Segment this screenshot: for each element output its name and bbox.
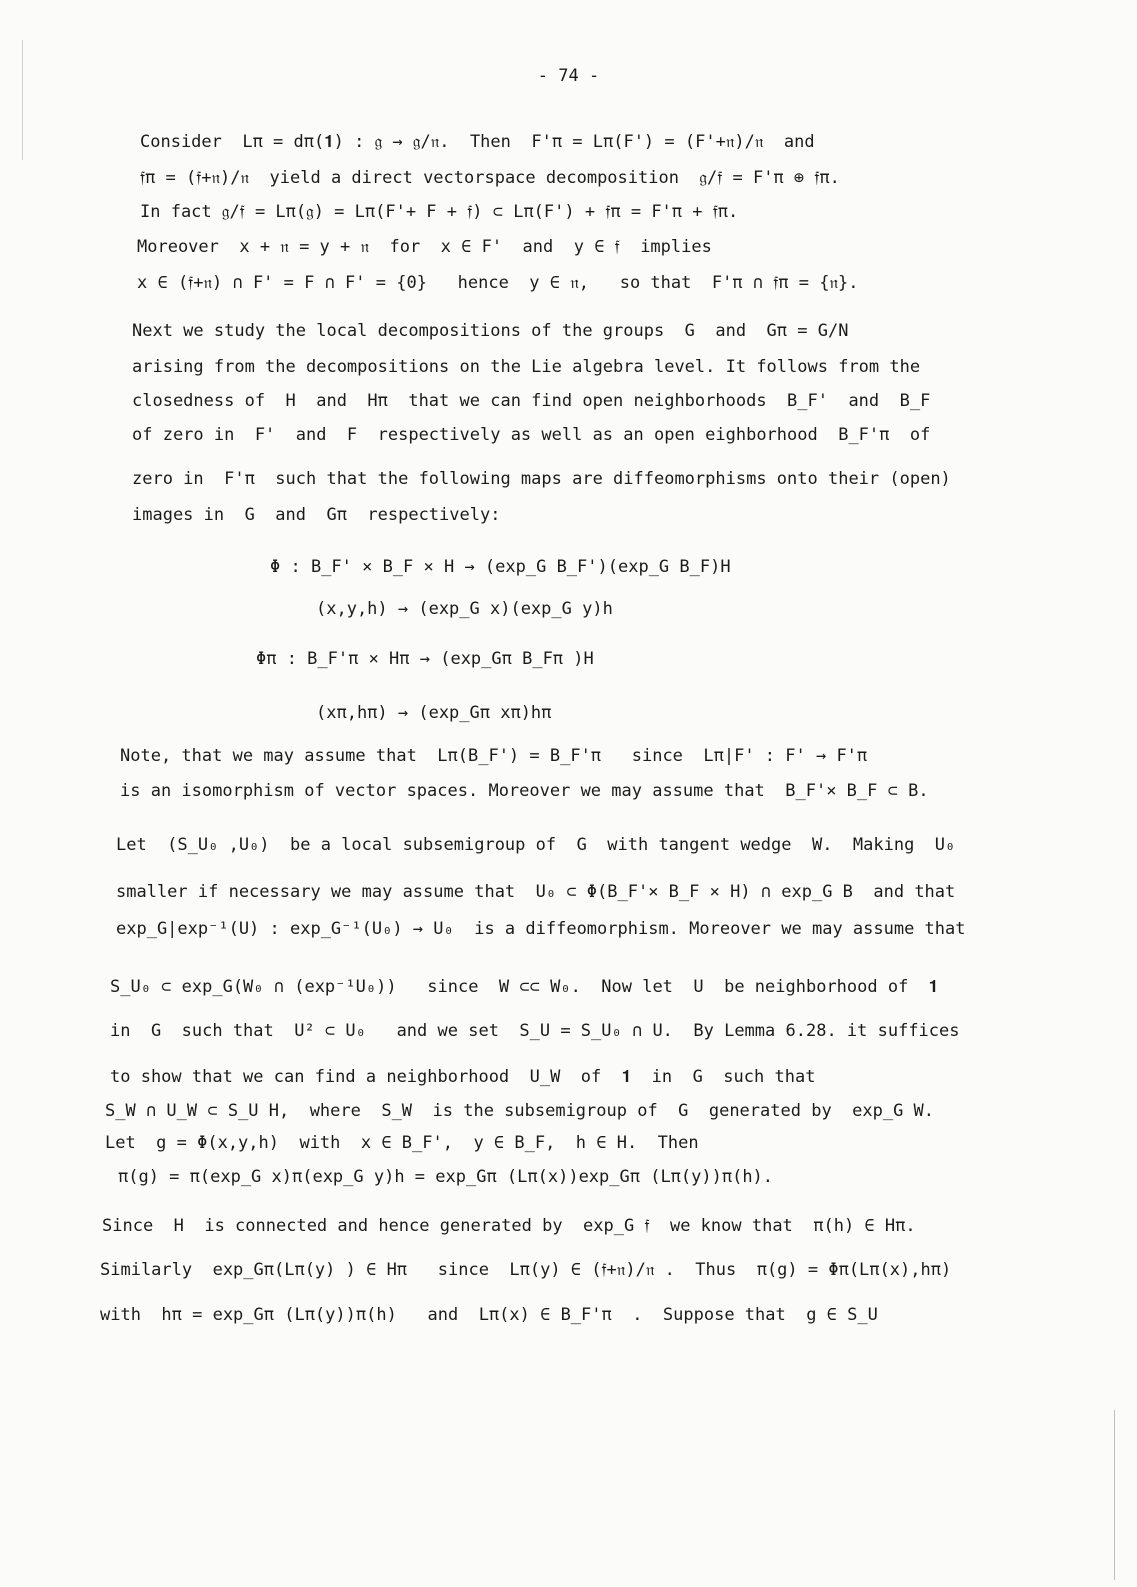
text-line-8: closedness of H and Hπ that we can find open neighborhoods B_F' and B_F xyxy=(132,391,931,411)
text-line-23: to show that we can find a neighborhood U_W of 𝟏 in G such that xyxy=(110,1067,816,1087)
text-line-20: exp_G|exp⁻¹(U) : exp_G⁻¹(U₀) → U₀ is a diffeomorphism. Moreover we may assume that xyxy=(116,919,966,939)
formula-phi-pi: Φπ : B_F'π × Hπ → (exp_Gπ B_Fπ )H xyxy=(256,649,594,669)
text-line-9: of zero in F' and F respectively as well as an open eighborhood B_F'π of xyxy=(132,425,931,445)
text-line-29: with hπ = exp_Gπ (Lπ(y))π(h) and Lπ(x) ∈ B_F'π . Suppose that g ∈ S_U xyxy=(100,1305,878,1325)
text-line-10: zero in F'π such that the following maps are diffeomorphisms onto their (open) xyxy=(132,469,951,489)
scan-edge-left xyxy=(22,40,23,160)
text-line-22: in G such that U² ⊂ U₀ and we set S_U = S_U₀ ∩ U. By Lemma 6.28. it suffices xyxy=(110,1021,960,1041)
formula-phi-map: (x,y,h) → (exp_G x)(exp_G y)h xyxy=(316,599,613,619)
formula-phi: Φ : B_F' × B_F × H → (exp_G B_F')(exp_G B_F)H xyxy=(270,557,731,577)
text-line-26: π(g) = π(exp_G x)π(exp_G y)h = exp_Gπ (Lπ(x))exp_Gπ (Lπ(y))π(h). xyxy=(118,1167,774,1187)
text-line-7: arising from the decompositions on the Lie algebra level. It follows from the xyxy=(132,357,921,377)
text-line-1: Consider Lπ = dπ(𝟏) : 𝔤 → 𝔤/𝔫. Then F'π = Lπ(F') = (F'+𝔫)/𝔫 and xyxy=(140,132,815,152)
text-line-25: Let g = Φ(x,y,h) with x ∈ B_F', y ∈ B_F, h ∈ H. Then xyxy=(105,1133,699,1153)
text-line-4: Moreover x + 𝔫 = y + 𝔫 for x ∈ F' and y ∈ 𝔣 implies xyxy=(137,237,712,257)
page-number: - 74 - xyxy=(537,66,600,86)
text-line-19: smaller if necessary we may assume that U₀ ⊂ Φ(B_F'× B_F × H) ∩ exp_G B and that xyxy=(116,882,956,902)
text-line-5: x ∈ (𝔣+𝔫) ∩ F' = F ∩ F' = {0} hence y ∈ 𝔫, so that F'π ∩ 𝔣π = {𝔫}. xyxy=(137,273,859,293)
text-line-11: images in G and Gπ respectively: xyxy=(132,505,501,525)
formula-phi-pi-map: (xπ,hπ) → (exp_Gπ xπ)hπ xyxy=(316,703,552,723)
text-line-16: Note, that we may assume that Lπ(B_F') = B_F'π since Lπ|F' : F' → F'π xyxy=(120,746,868,766)
text-line-28: Similarly exp_Gπ(Lπ(y) ) ∈ Hπ since Lπ(y) ∈ (𝔣+𝔫)/𝔫 . Thus π(g) = Φπ(Lπ(x),hπ) xyxy=(100,1260,952,1280)
scan-edge-right xyxy=(1114,1410,1115,1580)
text-line-24: S_W ∩ U_W ⊂ S_U H, where S_W is the subsemigroup of G generated by exp_G W. xyxy=(105,1101,935,1121)
text-line-27: Since H is connected and hence generated by exp_G 𝔣 we know that π(h) ∈ Hπ. xyxy=(102,1216,916,1236)
text-line-18: Let (S_U₀ ,U₀) be a local subsemigroup of G with tangent wedge W. Making U₀ xyxy=(116,835,956,855)
text-line-6: Next we study the local decompositions of the groups G and Gπ = G/N xyxy=(132,321,849,341)
text-line-21: S_U₀ ⊂ exp_G(W₀ ∩ (exp⁻¹U₀)) since W ⊂⊂ W₀. Now let U be neighborhood of 𝟏 xyxy=(110,977,939,997)
text-line-3: In fact 𝔤/𝔣 = Lπ(𝔤) = Lπ(F'+ F + 𝔣) ⊂ Lπ(F') + 𝔣π = F'π + 𝔣π. xyxy=(140,202,739,222)
text-line-2: 𝔣π = (𝔣+𝔫)/𝔫 yield a direct vectorspace decomposition 𝔤/𝔣 = F'π ⊕ 𝔣π. xyxy=(140,168,840,188)
text-line-17: is an isomorphism of vector spaces. Moreover we may assume that B_F'× B_F ⊂ B. xyxy=(120,781,929,801)
